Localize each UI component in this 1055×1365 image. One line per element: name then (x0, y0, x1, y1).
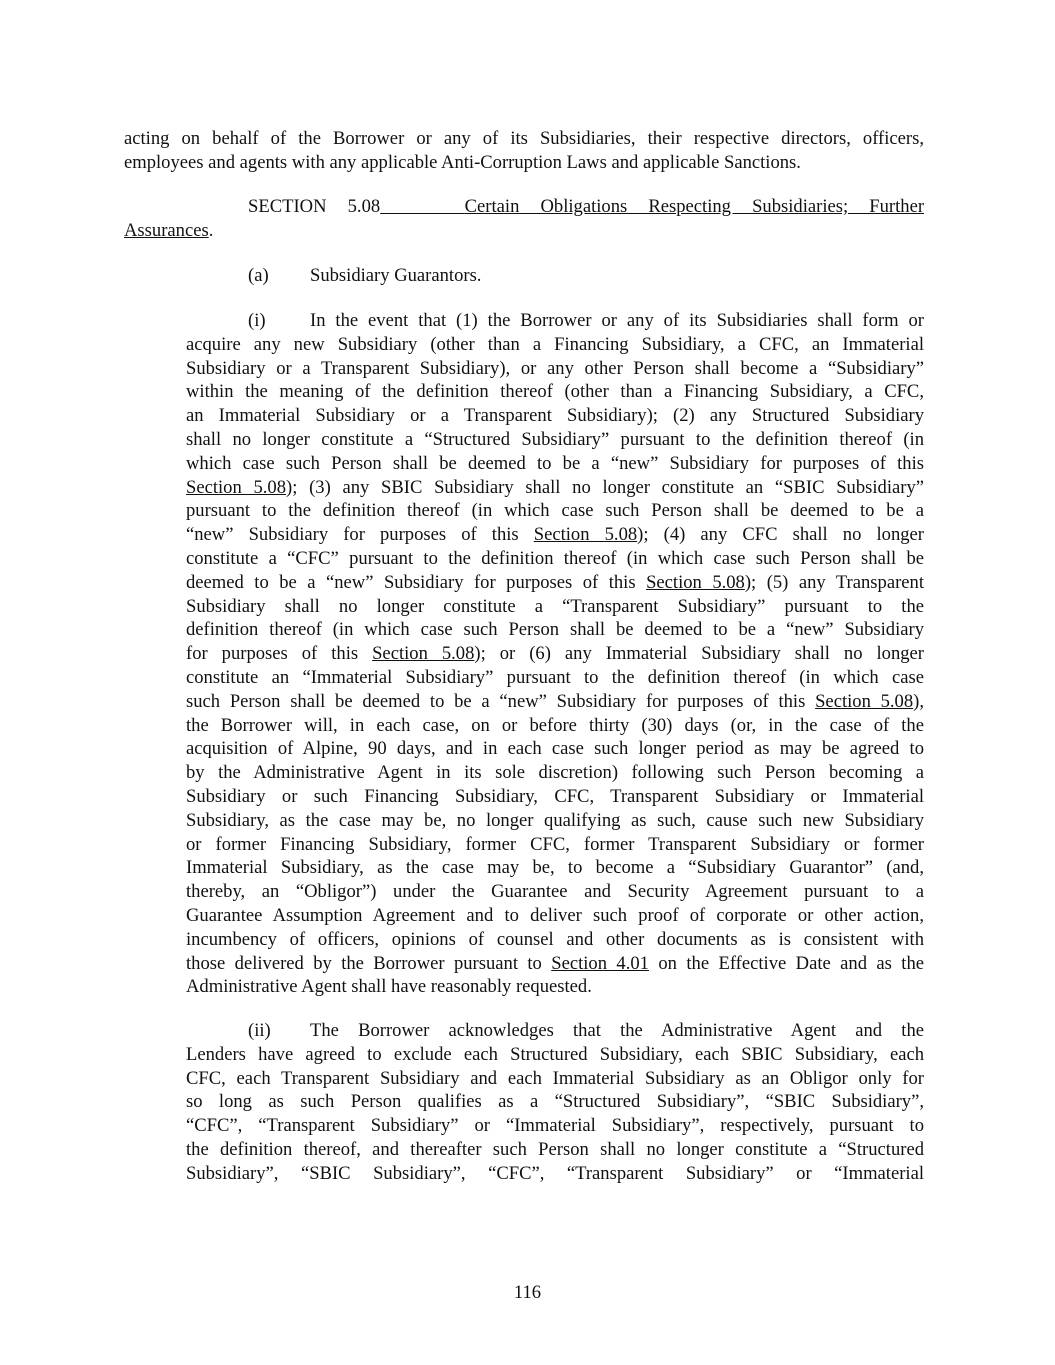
text-line: constitute an “Immaterial Subsidiary” pursuant to the definition thereof (in which case (186, 666, 924, 688)
text-line: Subsidiary or a Transparent Subsidiary), or any other Person shall become a “Subsidiary” (186, 357, 924, 379)
lead-paragraph (124, 127, 924, 175)
text-line: Guarantee Assumption Agreement and to deliver such proof of corporate or other action, (186, 904, 924, 926)
text-line: thereby, an “Obligor”) under the Guarantee and Security Agreement pursuant to a (186, 881, 924, 903)
paragraph-label: (i) (248, 310, 266, 331)
text-line: “new” Subsidiary for purposes of this Section 5.08); (4) any CFC shall no longer (186, 524, 924, 546)
section-heading-line: Assurances. (124, 219, 214, 241)
text-line: (ii) The Borrower acknowledges that the Administrative Agent and the (248, 1020, 924, 1041)
paragraph-i (186, 309, 924, 999)
text-line: acting on behalf of the Borrower or any of its Subsidiaries, their respective directors, officers, (124, 128, 924, 149)
subsection-label: (a) (248, 265, 269, 286)
text-line: which case such Person shall be deemed to be a “new” Subsidiary for purposes of this (186, 452, 924, 474)
section-heading (124, 195, 924, 243)
text-line: constitute a “CFC” pursuant to the definition thereof (in which case such Person shall be (186, 547, 924, 569)
text-line: acquire any new Subsidiary (other than a Financing Subsidiary, a CFC, an Immaterial (186, 333, 924, 355)
text-line: or former Financing Subsidiary, former CFC, former Transparent Subsidiary or former (186, 833, 924, 855)
section-reference[interactable]: Section 5.08 (533, 524, 638, 546)
section-title: Certain Obligations Respecting Subsidiaries; Further (464, 196, 925, 217)
text-line: by the Administrative Agent in its sole discretion) following such Person becoming a (186, 762, 924, 784)
section-title-cont: Assurances (124, 219, 209, 241)
section-number: SECTION 5.08 (248, 196, 381, 217)
section-reference[interactable]: Section 5.08 (372, 643, 475, 665)
text-line: deemed to be a “new” Subsidiary for purposes of this Section 5.08); (5) any Transparent (186, 571, 924, 593)
text-line: pursuant to the definition thereof (in which case such Person shall be deemed to be a (186, 500, 924, 522)
text-line: (i) In the event that (1) the Borrower or any of its Subsidiaries shall form or (248, 310, 924, 331)
text-line: within the meaning of the definition thereof (other than a Financing Subsidiary, a CFC, (186, 381, 924, 403)
text-line: Subsidiary or such Financing Subsidiary, CFC, Transparent Subsidiary or Immaterial (186, 785, 924, 807)
text-line: Section 5.08); (3) any SBIC Subsidiary shall no longer constitute an “SBIC Subsidiary” (186, 476, 924, 498)
text-line: Subsidiary”, “SBIC Subsidiary”, “CFC”, “Transparent Subsidiary” or “Immaterial (186, 1162, 924, 1184)
text-line: so long as such Person qualifies as a “Structured Subsidiary”, “SBIC Subsidiary”, (186, 1091, 924, 1113)
text-line: CFC, each Transparent Subsidiary and each Immaterial Subsidiary as an Obligor only for (186, 1067, 924, 1089)
subsection-title: Subsidiary Guarantors. (310, 265, 482, 286)
text-line: those delivered by the Borrower pursuant to Section 4.01 on the Effective Date and as the (186, 952, 924, 974)
paragraph-ii (186, 1019, 924, 1186)
text-line: acquisition of Alpine, 90 days, and in each case such longer period as may be agreed to (186, 738, 924, 760)
subsection-a (248, 264, 481, 288)
text-line: shall no longer constitute a “Structured Subsidiary” pursuant to the definition thereof (in (186, 428, 924, 450)
section-reference[interactable]: Section 5.08 (815, 690, 914, 712)
section-reference[interactable]: Section 4.01 (551, 952, 649, 974)
text-line: the definition thereof, and thereafter such Person shall no longer constitute a “Structured (186, 1138, 924, 1160)
text-line: an Immaterial Subsidiary or a Transparent Subsidiary); (2) any Structured Subsidiary (186, 405, 924, 427)
paragraph-label: (ii) (248, 1020, 271, 1041)
text-line: Lenders have agreed to exclude each Structured Subsidiary, each SBIC Subsidiary, each (186, 1043, 924, 1065)
text-line: “CFC”, “Transparent Subsidiary” or “Immaterial Subsidiary”, respectively, pursuant to (186, 1115, 924, 1137)
text-line: for purposes of this Section 5.08); or (6) any Immaterial Subsidiary shall no longer (186, 643, 924, 665)
text-line: Administrative Agent shall have reasonably requested. (186, 976, 592, 998)
text-line: incumbency of officers, opinions of counsel and other documents as is consistent with (186, 928, 924, 950)
section-heading-line (124, 195, 924, 219)
text-line: Subsidiary shall no longer constitute a “Transparent Subsidiary” pursuant to the (186, 595, 924, 617)
section-reference[interactable]: Section 5.08 (186, 476, 287, 498)
text-line: Immaterial Subsidiary, as the case may be, to become a “Subsidiary Guarantor” (and, (186, 857, 924, 879)
page-number: 116 (513, 1282, 542, 1303)
text-line: definition thereof (in which case such Person shall be deemed to be a “new” Subsidiary (186, 619, 924, 641)
text-line: employees and agents with any applicable Anti-Corruption Laws and applicable Sanctions. (124, 151, 801, 173)
text-line: such Person shall be deemed to be a “new” Subsidiary for purposes of this Section 5.08), (186, 690, 924, 712)
section-reference[interactable]: Section 5.08 (646, 571, 745, 593)
text-line: Subsidiary, as the case may be, no longer qualifying as such, cause such new Subsidiary (186, 809, 924, 831)
text-line: the Borrower will, in each case, on or before thirty (30) days (or, in the case of the (186, 714, 924, 736)
